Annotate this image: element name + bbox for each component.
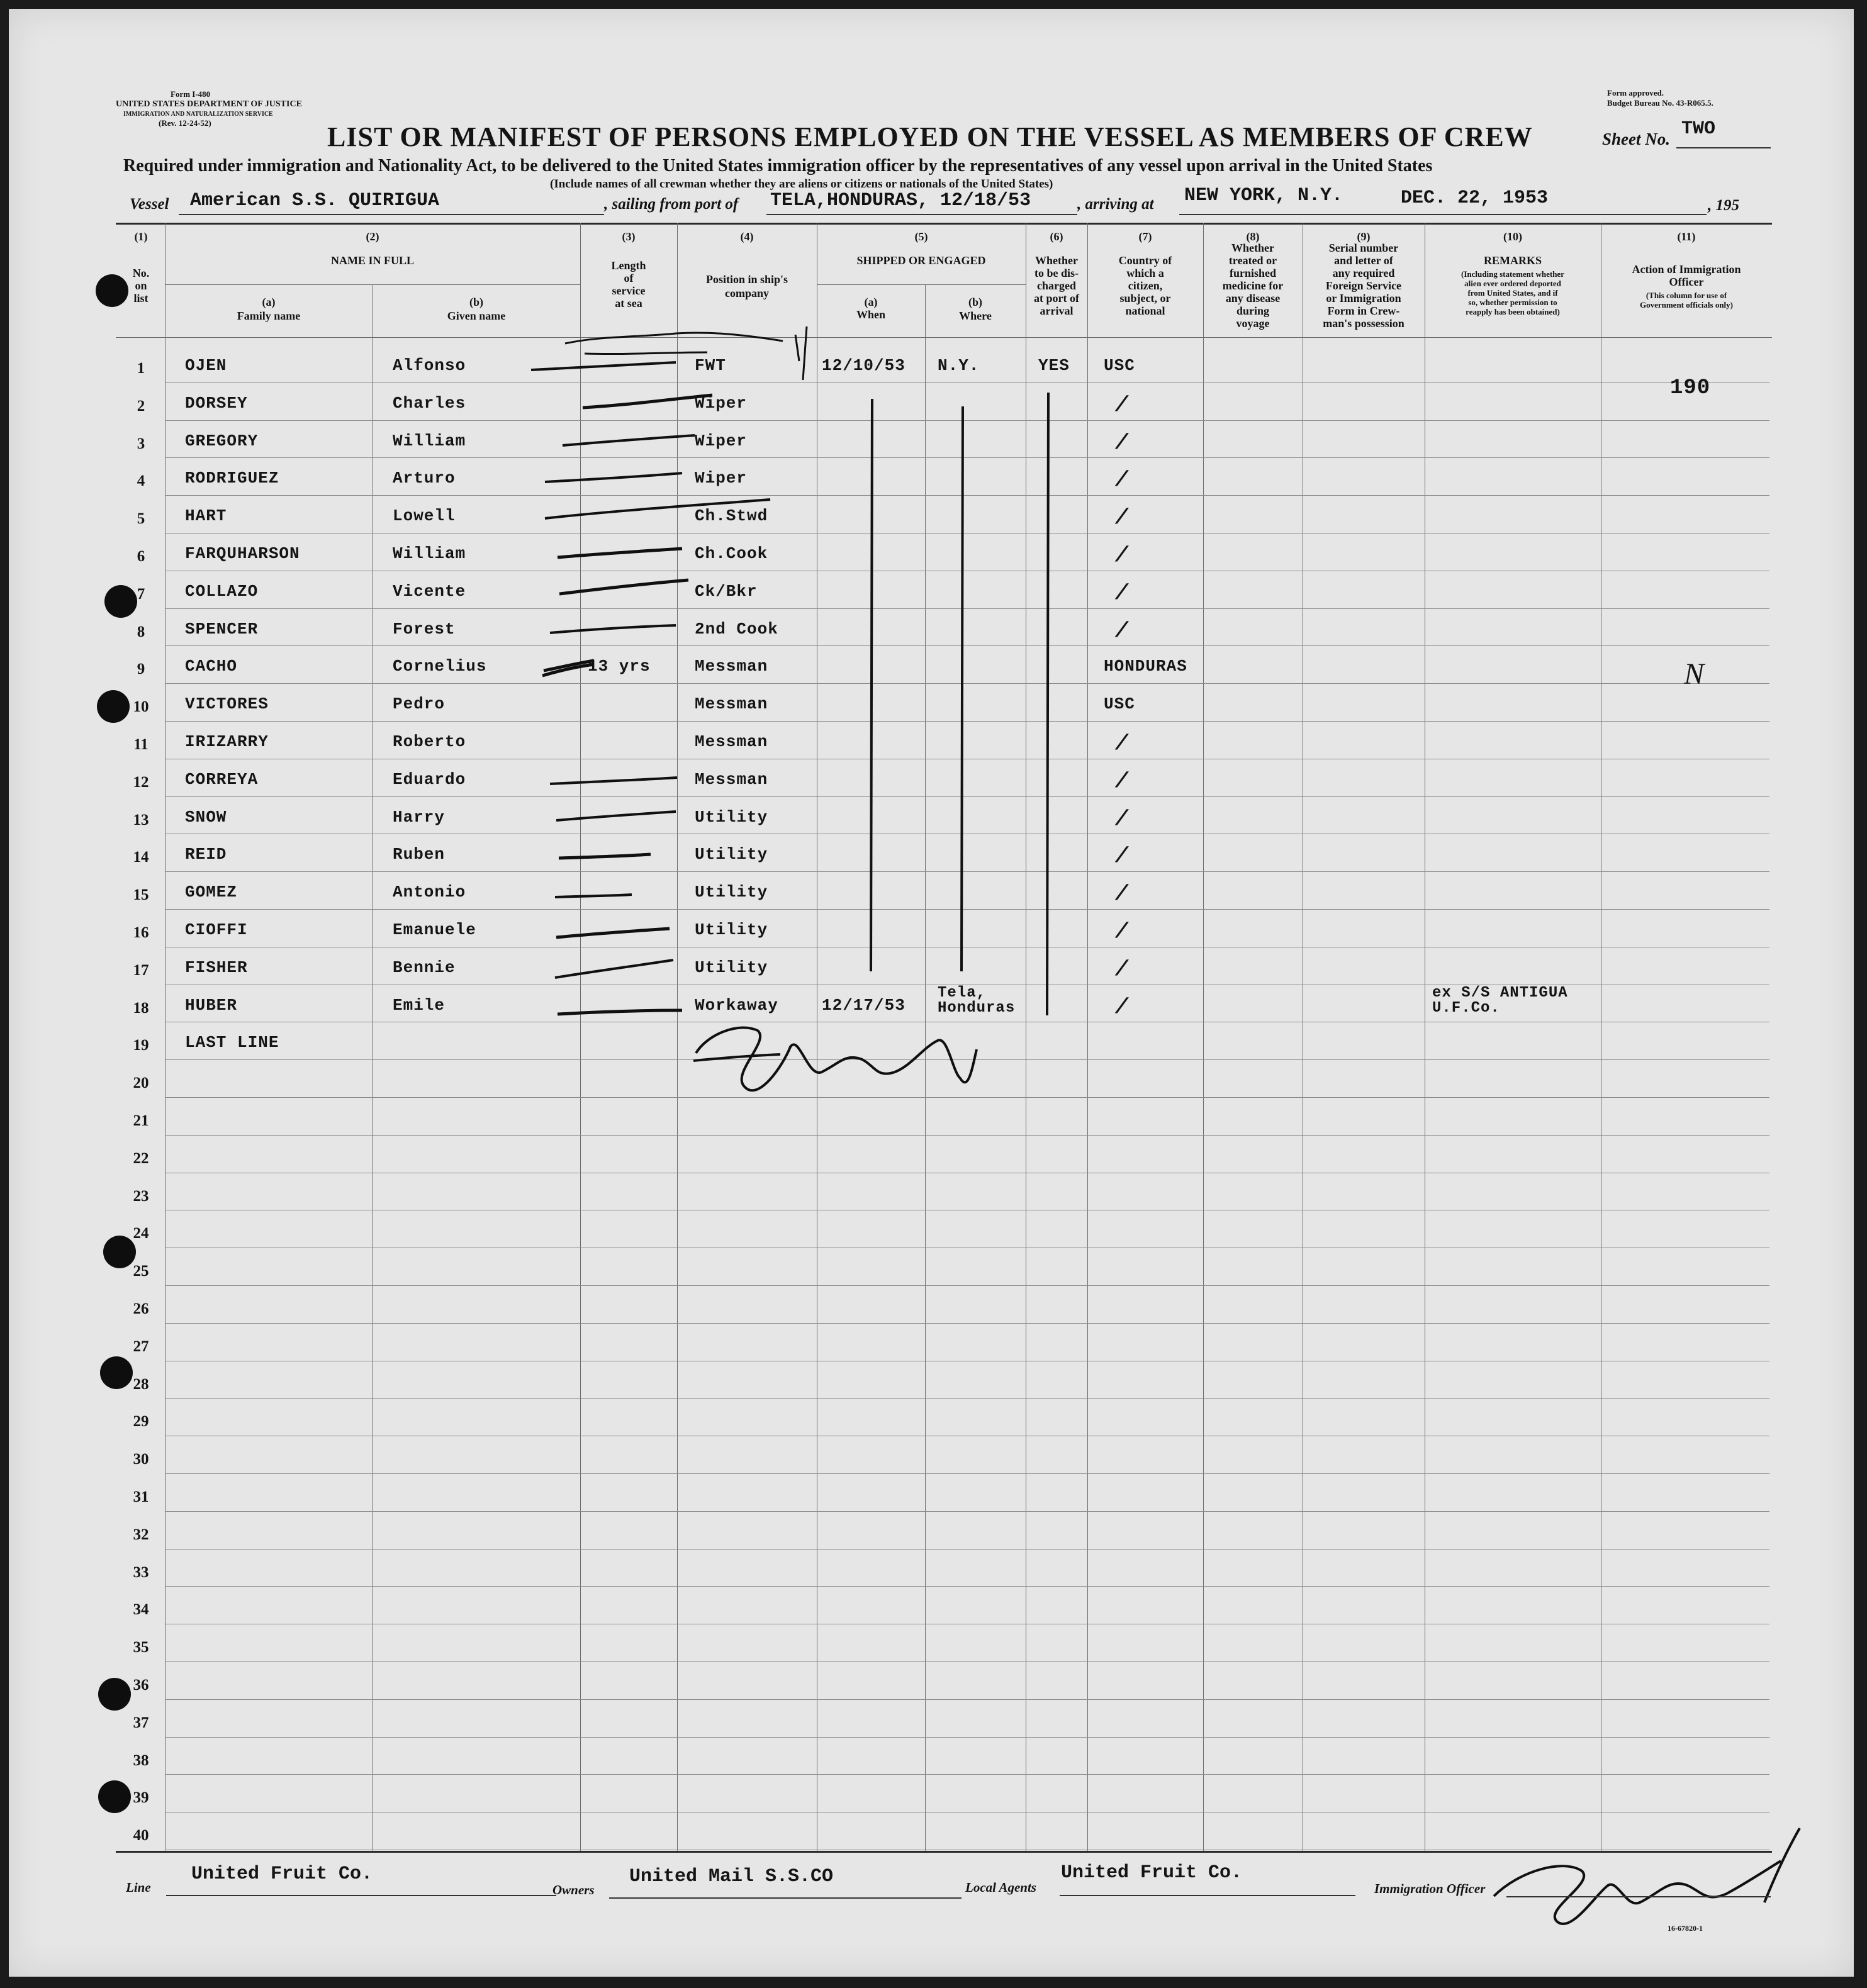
row-number: 24 (133, 1225, 149, 1242)
row-number: 10 (133, 698, 149, 716)
arriving-at: NEW YORK, N.Y. (1184, 185, 1343, 206)
col4-number: (4) (740, 230, 754, 243)
col8-heading-b: treated or (1228, 254, 1277, 267)
cell-country: USC (1104, 356, 1135, 375)
cell-family: SNOW (185, 807, 227, 827)
page-title: LIST OR MANIFEST OF PERSONS EMPLOYED ON THE VESSEL AS MEMBERS OF CREW (327, 121, 1533, 152)
cell-family: VICTORES (185, 695, 269, 714)
ink-ditto-where (962, 406, 963, 971)
row-number: 31 (133, 1488, 149, 1505)
cell-country: / (1115, 581, 1129, 606)
cell-position: Wiper (695, 393, 748, 413)
cell-given: Lowell (393, 506, 456, 526)
footer-line-label: Line (126, 1880, 151, 1895)
row-number: 27 (133, 1337, 149, 1355)
cell-family: SPENCER (185, 619, 259, 639)
cell-given: William (393, 431, 466, 450)
col3-number: (3) (622, 230, 636, 243)
cell-given: Emile (393, 995, 446, 1015)
year-label: , 195 (1708, 197, 1739, 214)
cell-family: HUBER (185, 995, 238, 1015)
cell-given: Alfonso (393, 356, 466, 375)
ink-strike-row16 (556, 929, 670, 937)
row-number: 20 (133, 1075, 149, 1092)
cell-country: / (1115, 619, 1129, 644)
row-number: 19 (133, 1037, 149, 1054)
cell-position: FWT (695, 356, 726, 375)
col6-heading-b: to be dis- (1034, 267, 1079, 279)
footer-owners-underline (609, 1897, 962, 1899)
col3-heading-b: of (624, 272, 634, 284)
cell-family: COLLAZO (185, 581, 259, 601)
row-number: 32 (133, 1526, 149, 1543)
cell-country: HONDURAS (1104, 657, 1187, 676)
row-number: 17 (133, 961, 149, 979)
col5b-heading: Where (959, 310, 992, 322)
row-number: 36 (133, 1677, 149, 1694)
cell-remarks-line2: U.F.Co. (1432, 999, 1500, 1017)
cell-given: Pedro (393, 695, 446, 714)
cell-position: Utility (695, 807, 768, 827)
ink-strike-row15 (555, 895, 632, 897)
cell-remarks: ex S/S ANTIGUA (1432, 984, 1568, 1002)
col7-heading-e: national (1125, 304, 1165, 317)
cell-family: LAST LINE (185, 1033, 279, 1053)
row-number: 6 (137, 548, 145, 565)
col5-heading: SHIPPED OR ENGAGED (856, 254, 986, 267)
col3-heading-c: service (612, 284, 646, 297)
cell-family: HART (185, 506, 227, 526)
ink-strike-row14 (559, 854, 651, 858)
col7-number: (7) (1138, 230, 1152, 243)
row-number: 15 (133, 886, 149, 904)
col8-heading-a: Whether (1231, 242, 1274, 254)
col7-heading-c: citizen, (1128, 279, 1163, 292)
cell-given: William (393, 544, 466, 563)
ink-strike-row6 (558, 549, 682, 557)
ink-signature-body (693, 1027, 977, 1090)
cell-given: Harry (393, 807, 446, 827)
ink-signature-footer (1494, 1828, 1800, 1924)
ink-strike-row9 (542, 661, 594, 676)
row-number: 33 (133, 1563, 149, 1581)
footer-line-value: United Fruit Co. (191, 1863, 373, 1885)
manifest-page (9, 9, 1854, 1977)
row-number: 11 (133, 736, 149, 753)
col1-number: (1) (134, 230, 148, 243)
col10-heading-d: so, whether permission to (1468, 298, 1557, 307)
col6-heading-e: arrival (1040, 304, 1074, 317)
col7-heading-a: Country of (1118, 254, 1172, 267)
col9-heading-b: and letter of (1334, 254, 1393, 267)
row-number: 40 (133, 1827, 149, 1845)
cell-given: Antonio (393, 883, 466, 902)
cell-country: / (1115, 769, 1129, 794)
col2-heading: NAME IN FULL (330, 254, 414, 267)
ink-strike-row17 (555, 960, 673, 978)
row-number: 18 (133, 999, 149, 1017)
handwritten-mark: N (1684, 657, 1705, 691)
cell-given: Charles (393, 393, 466, 413)
col8-heading-d: medicine for (1222, 279, 1284, 292)
col9-heading-g: man's possession (1323, 317, 1404, 330)
cell-service: 13 yrs (588, 657, 651, 676)
cell-given: Forest (393, 619, 456, 639)
cell-given: Vicente (393, 581, 466, 601)
row-number: 28 (133, 1375, 149, 1393)
service-name: IMMIGRATION AND NATURALIZATION SERVICE (123, 111, 273, 118)
col6-heading-d: at port of (1034, 292, 1079, 304)
col6-heading-a: Whether (1035, 254, 1078, 267)
col2a-heading: Family name (237, 310, 301, 322)
col3-heading-a: Length (611, 259, 646, 272)
cell-position: Utility (695, 845, 768, 864)
sailing-from: TELA,HONDURAS, 12/18/53 (770, 190, 1031, 211)
cell-when: 12/10/53 (822, 356, 905, 375)
col1-heading-c: list (133, 292, 149, 304)
cell-family: OJEN (185, 356, 227, 375)
cell-family: RODRIGUEZ (185, 469, 279, 488)
department-name: UNITED STATES DEPARTMENT OF JUSTICE (116, 99, 302, 109)
cell-where-line2: Honduras (938, 999, 1016, 1017)
print-code: 16-67820-1 (1668, 1924, 1703, 1933)
form-subtitle: Required under immigration and Nationality Act, to be delivered to the United States immigration officer by the representatives of any vessel upon arrival in the United States (123, 156, 1433, 176)
vessel-label: Vessel (130, 196, 169, 213)
form-revision: (Rev. 12-24-52) (159, 118, 211, 128)
cell-given: Bennie (393, 958, 456, 977)
col2b-key: (b) (469, 296, 483, 308)
col8-heading-c: furnished (1229, 267, 1277, 279)
ink-strike-row7 (559, 580, 688, 594)
cell-where: N.Y. (938, 356, 980, 375)
cell-position: Workaway (695, 995, 778, 1015)
col10-heading-e: reapply has been obtained) (1466, 307, 1560, 316)
col7-heading-d: subject, or (1119, 292, 1171, 304)
row-number: 9 (137, 661, 145, 678)
cell-country: / (1115, 431, 1129, 455)
cell-country: / (1115, 883, 1129, 907)
ink-ditto-when (871, 399, 872, 971)
col7-heading-b: which a (1126, 267, 1164, 279)
col5b-key: (b) (968, 296, 982, 308)
col5a-heading: When (856, 308, 885, 321)
ink-layer (9, 9, 1854, 1977)
ink-strike-row12 (550, 778, 677, 784)
col9-heading-d: Foreign Service (1325, 279, 1402, 292)
row-number: 4 (137, 472, 145, 490)
sailing-label: , sailing from port of (604, 196, 739, 213)
row-number: 30 (133, 1451, 149, 1468)
col10-heading-b: alien ever ordered deported (1464, 279, 1561, 288)
col1-heading-b: on (135, 279, 147, 292)
col11-number: (11) (1677, 230, 1696, 243)
form-number: Form I-480 (171, 89, 211, 99)
footer-officer-label: Immigration Officer (1374, 1881, 1486, 1896)
cell-given: Arturo (393, 469, 456, 488)
ink-strike-row2 (583, 395, 712, 408)
cell-position: Ch.Stwd (695, 506, 768, 526)
col9-number: (9) (1357, 230, 1371, 243)
cell-given: Cornelius (393, 657, 487, 676)
cell-country: USC (1104, 695, 1135, 714)
col11-heading-b: Officer (1669, 276, 1704, 288)
arrival-date: DEC. 22, 1953 (1401, 187, 1549, 209)
cell-family: FISHER (185, 958, 248, 977)
cell-position: Utility (695, 883, 768, 902)
cell-country: / (1115, 845, 1129, 869)
ink-strike-row1 (531, 362, 676, 370)
col11-heading-d: Government officials only) (1639, 300, 1734, 310)
row-number: 35 (133, 1639, 149, 1656)
cell-given: Eduardo (393, 769, 466, 789)
budget-bureau-number: Budget Bureau No. 43-R065.5. (1607, 98, 1713, 108)
cell-given: Emanuele (393, 920, 476, 939)
col8-heading-f: during (1236, 304, 1270, 317)
col11-heading-c: (This column for use of (1646, 291, 1727, 300)
row-number: 21 (133, 1112, 149, 1129)
col10-heading-a: (Including statement whether (1461, 269, 1564, 279)
cell-position: Ch.Cook (695, 544, 768, 563)
col1-heading-a: No. (132, 267, 150, 279)
cell-action: 190 (1670, 376, 1711, 400)
col9-heading-f: Form in Crew- (1327, 304, 1400, 317)
row-number: 23 (133, 1187, 149, 1205)
sheet-number: TWO (1681, 118, 1716, 140)
cell-family: DORSEY (185, 393, 248, 413)
form-note: (Include names of all crewman whether they are aliens or citizens or nationals of the United States) (550, 177, 1053, 191)
cell-country: / (1115, 544, 1129, 568)
ink-ditto-discharged (1047, 393, 1048, 1015)
cell-country: / (1115, 920, 1129, 944)
arriving-label: , arriving at (1077, 196, 1154, 213)
footer-agents-value: United Fruit Co. (1061, 1862, 1243, 1884)
footer-officer-underline (1506, 1896, 1771, 1897)
col8-heading-g: voyage (1236, 317, 1270, 330)
cell-position: 2nd Cook (695, 619, 778, 639)
row-number: 5 (137, 510, 145, 528)
cell-country: / (1115, 995, 1129, 1020)
row-number: 2 (137, 397, 145, 415)
col8-heading-e: any disease (1225, 292, 1281, 304)
col4-heading-a: Position in ship's (705, 273, 788, 286)
cell-family: CACHO (185, 657, 238, 676)
col10-heading-c: from United States, and if (1467, 288, 1558, 298)
col2a-key: (a) (262, 296, 276, 308)
cell-position: Utility (695, 920, 768, 939)
footer-owners-label: Owners (552, 1882, 595, 1897)
vessel-name: American S.S. QUIRIGUA (190, 190, 440, 211)
ink-strike-row8 (550, 625, 676, 633)
row-number: 7 (137, 585, 145, 603)
col9-heading-e: or Immigration (1326, 292, 1401, 304)
cell-family: IRIZARRY (185, 732, 269, 751)
row-number: 3 (137, 435, 145, 452)
row-number: 12 (133, 773, 149, 791)
ink-scribble-row1 (565, 327, 807, 380)
row-number: 16 (133, 924, 149, 941)
row-number: 22 (133, 1149, 149, 1167)
cell-country: / (1115, 506, 1129, 531)
cell-position: Messman (695, 769, 768, 789)
footer-owners-value: United Mail S.S.CO (629, 1866, 834, 1887)
footer-line-underline (166, 1895, 556, 1896)
cell-when: 12/17/53 (822, 995, 905, 1015)
cell-family: REID (185, 845, 227, 864)
cell-position: Messman (695, 732, 768, 751)
col6-heading-c: charged (1037, 279, 1076, 292)
cell-family: GOMEZ (185, 883, 238, 902)
col5a-key: (a) (864, 296, 878, 308)
row-number: 13 (133, 811, 149, 829)
row-number: 8 (137, 623, 145, 640)
sheet-label: Sheet No. (1602, 130, 1670, 148)
row-number: 1 (137, 360, 145, 377)
col3-heading-d: at sea (615, 297, 642, 310)
cell-family: GREGORY (185, 431, 259, 450)
ink-strike-row4 (545, 473, 682, 482)
col5-number: (5) (914, 230, 928, 243)
cell-position: Messman (695, 657, 768, 676)
col4-heading-b: company (724, 287, 769, 299)
cell-country: / (1115, 393, 1129, 418)
col11-heading-a: Action of Immigration (1632, 263, 1741, 276)
ink-strike-row3 (563, 435, 695, 445)
col8-number: (8) (1246, 230, 1260, 243)
ink-strike-row5 (545, 500, 770, 518)
col10-heading: REMARKS (1483, 254, 1542, 267)
cell-position: Ck/Bkr (695, 581, 758, 601)
cell-country: / (1115, 469, 1129, 493)
col6-number: (6) (1050, 230, 1063, 243)
ink-strike-row18 (558, 1010, 682, 1014)
cell-given: Ruben (393, 845, 446, 864)
cell-family: FARQUHARSON (185, 544, 300, 563)
col10-number: (10) (1503, 230, 1522, 243)
cell-position: Utility (695, 958, 768, 977)
row-number: 26 (133, 1300, 149, 1317)
row-number: 38 (133, 1751, 149, 1769)
cell-family: CIOFFI (185, 920, 248, 939)
form-approval: Form approved. (1607, 88, 1664, 98)
cell-country: / (1115, 807, 1129, 832)
cell-discharged: YES (1038, 356, 1070, 375)
col2-number: (2) (366, 230, 379, 243)
cell-family: CORREYA (185, 769, 259, 789)
cell-where: Tela, (938, 984, 987, 1002)
row-number: 25 (133, 1263, 149, 1280)
cell-position: Wiper (695, 431, 748, 450)
row-number: 37 (133, 1714, 149, 1731)
row-number: 34 (133, 1601, 149, 1619)
cell-country: / (1115, 732, 1129, 756)
ink-strike-row13 (556, 812, 676, 820)
col9-heading-c: any required (1332, 267, 1395, 279)
cell-given: Roberto (393, 732, 466, 751)
cell-position: Messman (695, 695, 768, 714)
footer-agents-label: Local Agents (965, 1880, 1036, 1895)
row-number: 39 (133, 1789, 149, 1807)
row-number: 14 (133, 849, 149, 866)
row-number: 29 (133, 1413, 149, 1431)
cell-position: Wiper (695, 469, 748, 488)
footer-agents-underline (1060, 1895, 1355, 1896)
col2b-heading: Given name (447, 310, 506, 322)
col9-heading-a: Serial number (1328, 242, 1399, 254)
cell-country: / (1115, 958, 1129, 982)
